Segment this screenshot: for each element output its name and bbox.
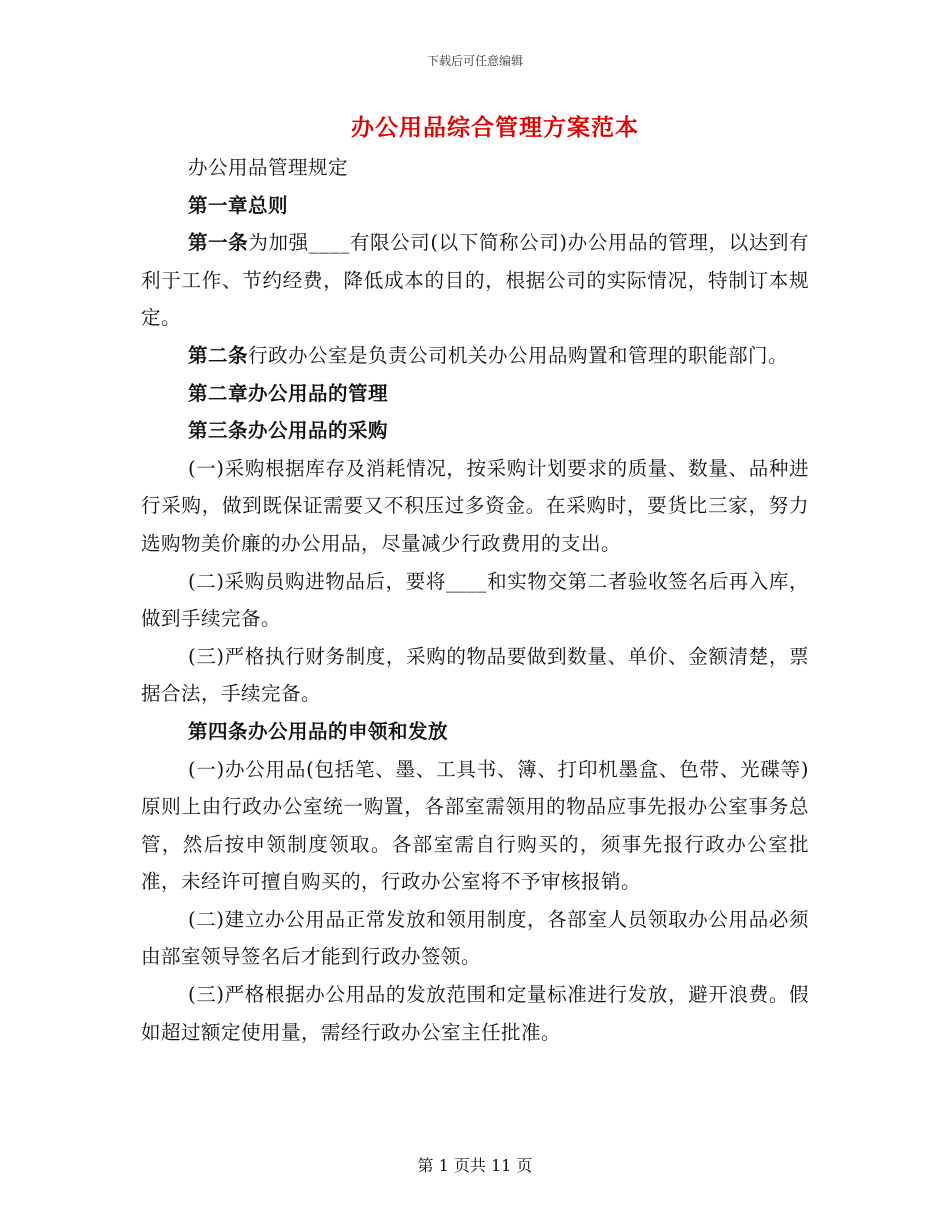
paragraph-text: 第三条办公用品的采购 [188,419,389,443]
document-title: 办公用品综合管理方案范本 [351,114,639,141]
header-note: 下载后可任意编辑 [426,54,523,68]
clause-paragraph [141,563,809,638]
paragraph-text: 行政办公室是负责公司机关办公用品购置和管理的职能部门。 [248,343,789,367]
article-lead: 第一条 [188,231,249,255]
article-paragraph [141,337,809,375]
paragraph-subtitle [141,149,809,187]
paragraph-text: 为加强____有限公司(以下简称公司)办公用品的管理，以达到有利于工作、节约经费，降低成本的目的，根据公司的实际情况，特制订本规定。 [141,231,809,330]
clause-paragraph [141,450,809,563]
paragraph-text: (三)严格执行财务制度，采购的物品要做到数量、单价、金额清楚，票据合法，手续完备。 [141,644,809,706]
paragraph-text: (二)建立办公用品正常发放和领用制度，各部室人员领取办公用品必须由部室领导签名后才能到行政办签领。 [141,907,809,969]
article-heading [141,412,809,450]
paragraph-text: (二)采购员购进物品后，要将____和实物交第二者验收签名后再入库，做到手续完备。 [141,569,809,631]
article-paragraph [141,224,809,337]
paragraph-text: (一)办公用品(包括笔、墨、工具书、簿、打印机墨盒、色带、光碟等)原则上由行政办公室统一购置，各部室需领用的物品应事先报办公室事务总管，然后按申领制度领取。各部室需自行购买的，须事先报行政办公室批准，未经许可擅自购买的，行政办公室将不予审核报销。 [141,757,809,894]
paragraph-text: 第一章总则 [188,193,289,217]
document-body [141,149,809,1051]
page-footer: 第 1 页共 11 页 [417,1156,533,1175]
chapter-heading [141,187,809,225]
article-heading [141,713,809,751]
paragraph-text: (三)严格根据办公用品的发放范围和定量标准进行发放，避开浪费。假如超过额定使用量，需经行政办公室主任批准。 [141,983,809,1044]
chapter-heading [141,375,809,413]
clause-paragraph [141,901,809,976]
paragraph-text: 第二章办公用品的管理 [188,381,389,405]
paragraph-text: (一)采购根据库存及消耗情况，按采购计划要求的质量、数量、品种进行采购，做到既保证需要又不积压过多资金。在采购时，要货比三家，努力选购物美价廉的办公用品，尽量减少行政费用的支出。 [141,456,809,555]
paragraph-text: 办公用品管理规定 [188,156,349,179]
clause-paragraph [141,976,809,1051]
clause-paragraph [141,751,809,901]
clause-paragraph [141,638,809,713]
paragraph-text: 第四条办公用品的申领和发放 [188,719,449,743]
article-lead: 第二条 [188,343,249,367]
